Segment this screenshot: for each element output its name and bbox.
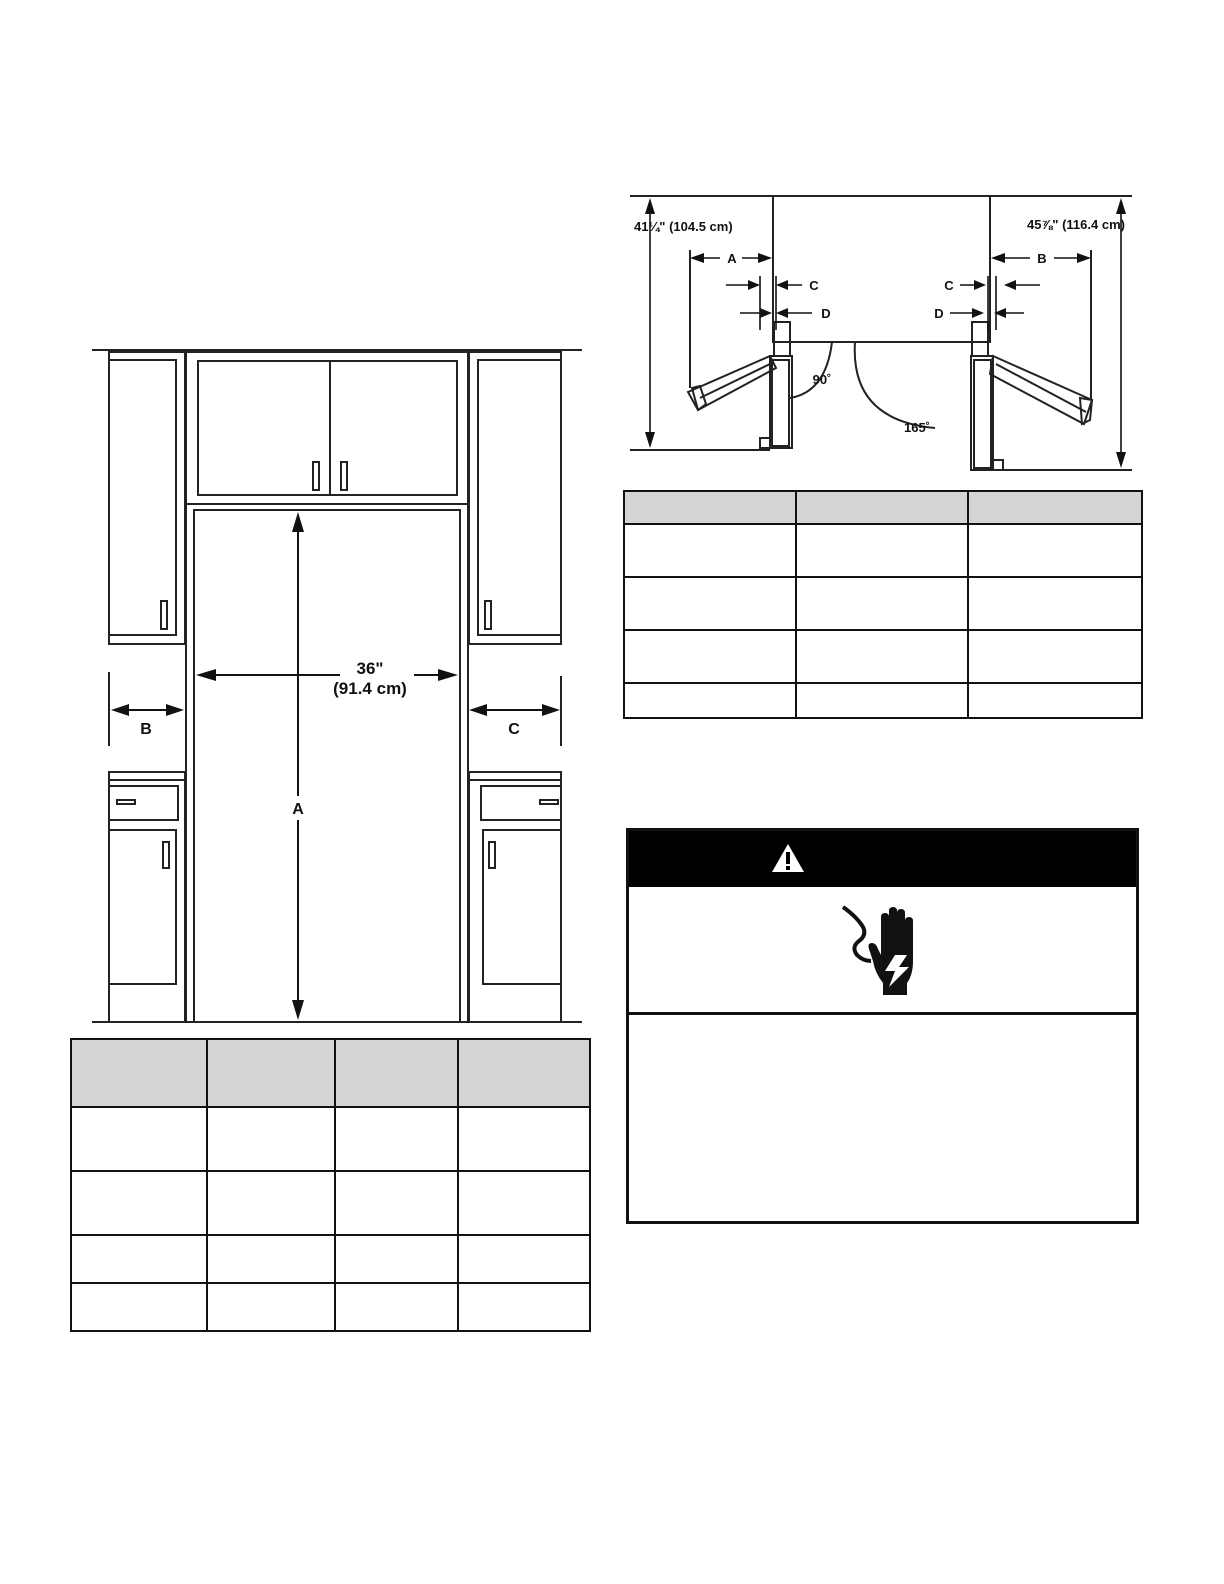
dimension-a-label: A	[292, 801, 304, 818]
table-row	[71, 1107, 590, 1171]
cabinet-opening-diagram	[0, 0, 600, 1040]
table-cell	[624, 524, 796, 577]
table-cell	[458, 1171, 590, 1235]
table-header-cell	[796, 491, 968, 524]
warning-box	[626, 828, 1139, 1224]
table-cell	[207, 1107, 335, 1171]
table-header-cell	[968, 491, 1142, 524]
table-cell	[796, 577, 968, 630]
table-cell	[796, 524, 968, 577]
table-cell	[624, 630, 796, 683]
table-cell	[207, 1235, 335, 1283]
door-clearance-table	[623, 490, 1143, 719]
table-cell	[968, 630, 1142, 683]
table-header-cell	[207, 1039, 335, 1107]
warning-icon-row	[629, 887, 1136, 1015]
table-cell	[458, 1107, 590, 1171]
table-header-cell	[458, 1039, 590, 1107]
width-dimension-line1: 36"	[356, 659, 384, 678]
table-cell	[207, 1283, 335, 1331]
table-cell	[335, 1171, 458, 1235]
warning-triangle-icon	[771, 843, 805, 873]
table-row	[624, 683, 1142, 718]
table-cell	[335, 1283, 458, 1331]
door-swing-diagram	[620, 180, 1140, 480]
table-cell	[796, 683, 968, 718]
table-header-cell	[335, 1039, 458, 1107]
table-header-cell	[624, 491, 796, 524]
table-row	[624, 524, 1142, 577]
swing-a-label: A	[727, 251, 737, 266]
swing-c-left-label: C	[809, 278, 819, 293]
table-row	[71, 1235, 590, 1283]
electrical-shock-hand-icon	[837, 903, 927, 999]
swing-c-right-label: C	[944, 278, 954, 293]
dimension-c-label: C	[508, 721, 520, 738]
table-row	[71, 1283, 590, 1331]
table-cell	[624, 577, 796, 630]
angle-90-label: 90˚	[812, 372, 832, 387]
left-door-depth-label: 41¼" (104.5 cm)	[634, 219, 733, 234]
table-cell	[207, 1171, 335, 1235]
table-cell	[968, 524, 1142, 577]
warning-header	[629, 831, 1136, 887]
table-cell	[71, 1171, 207, 1235]
swing-d-right-label: D	[934, 306, 944, 321]
table-cell	[71, 1107, 207, 1171]
table-header-row	[71, 1039, 590, 1107]
table-row	[71, 1171, 590, 1235]
table-cell	[335, 1107, 458, 1171]
table-row	[624, 630, 1142, 683]
cabinet-dimension-table	[70, 1038, 591, 1332]
table-row	[624, 577, 1142, 630]
width-dimension-line2: (91.4 cm)	[333, 679, 407, 698]
table-cell	[71, 1283, 207, 1331]
table-cell	[458, 1235, 590, 1283]
dimension-b-label: B	[140, 721, 152, 738]
table-cell	[968, 683, 1142, 718]
swing-b-label: B	[1037, 251, 1047, 266]
table-cell	[335, 1235, 458, 1283]
table-cell	[796, 630, 968, 683]
table-header-row	[624, 491, 1142, 524]
right-door-depth-label: 45⅞" (116.4 cm)	[1027, 217, 1125, 232]
table-cell	[458, 1283, 590, 1331]
table-header-cell	[71, 1039, 207, 1107]
swing-d-left-label: D	[821, 306, 831, 321]
table-cell	[624, 683, 796, 718]
table-cell	[968, 577, 1142, 630]
table-cell	[71, 1235, 207, 1283]
angle-165-label: 165˚	[903, 420, 931, 435]
